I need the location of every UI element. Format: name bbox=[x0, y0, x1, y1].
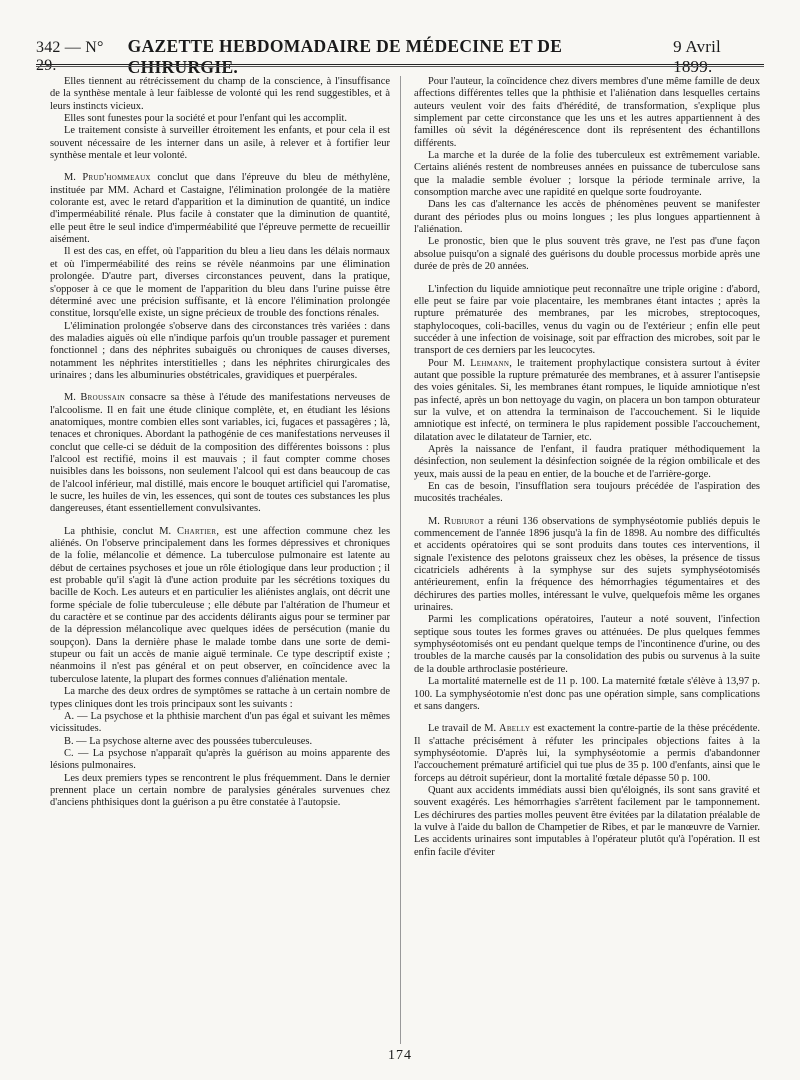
running-header bbox=[36, 36, 764, 77]
list-item: B. — La psychose alterne avec des poussées tuberculeuses. bbox=[64, 735, 313, 747]
paragraph: La marche des deux ordres de symptômes se rattache à un certain nombre de types cliniques dont les trois principaux sont les suivants : bbox=[50, 686, 390, 710]
paragraph: La mortalité maternelle est de 11 p. 100. La maternité fœtale s'élève à 13,97 p. 100. La symphyséotomie n'est donc pas une opération simple, sans complications et sans dangers. bbox=[414, 676, 760, 712]
paragraph: Elles sont funestes pour la société et pour l'enfant qui les accomplit. bbox=[64, 113, 348, 125]
left-column bbox=[50, 76, 390, 810]
column-divider bbox=[400, 76, 401, 1044]
paragraph: Le traitement consiste à surveiller étroitement les enfants, et pour cela il est souvent nécessaire de les interner dans un asile, à relever et à fortifier leur synthèse mentale et leur volonté. bbox=[50, 125, 390, 162]
paragraph-lehmann bbox=[414, 358, 760, 444]
paragraph: Dans les cas d'alternance les accès de phénomènes peuvent se manifester durant des périodes plus ou moins longues ; les plus longues appartiennent à l'aliénation. bbox=[414, 199, 760, 236]
header-rule-secondary bbox=[36, 66, 764, 67]
page-number: 342 — N° 29. bbox=[36, 39, 104, 74]
author-name: Broussain bbox=[80, 392, 126, 404]
paragraph: Il est des cas, en effet, où l'apparition du bleu a lieu dans les délais normaux et où l'imperméabilité des reins se révèle néanmoins par une élimination prolongée. D'autre part, diverses circonstances peuvent, dans la pratique, s'opposer à ce que le moment de l'apparition du bleu dans l'urine puisse être déterminé avec une précision suffisante, et là encore l'élimination prolongée constitue, lorsqu'elle existe, un signe précieux de trouble des fonctions rénales. bbox=[50, 246, 390, 320]
paragraph-text: a réuni 136 observations de symphyséotomie publiés depuis le commencement de l'année 1896 jusqu'à la fin de 1898. Au nombre des difficultés et accidents opératoires qui se sont produits dans toutes ces interventions, il signale l'existence des pelotons graisseux chez les obèses, la présence de tissus cicatriciels adhérents à la symphyse sur des sujets symphyséotomisés antérieurement, enfin la fréquence des hémorrhagies tégumentaires et des déchirures des parties molles, intéressant le vulve, quelquefois même les organes urinaires. bbox=[414, 515, 760, 614]
author-name: Abelly bbox=[499, 723, 531, 735]
text-prefix: Pour M. bbox=[428, 357, 471, 369]
paragraph: Quant aux accidents immédiats aussi bien qu'éloignés, ils sont sans gravité et souvent exagérés. Les hémorrhagies s'arrêtent facilement par le tamponnement. Les déchirures des parties molles peuvent être évitées par la dilatation préalable de la vulve à l'aide du ballon de Champetier de Ribes, et par le manœuvre de Varnier. Les accidents urinaires sont imputables à l'opérateur plutôt qu'à l'opération. Il est enfin facile d'éviter bbox=[414, 784, 760, 858]
right-column bbox=[414, 76, 760, 859]
paragraph-chartier bbox=[50, 526, 390, 686]
paragraph-abelly bbox=[414, 723, 760, 785]
paragraph-broussain bbox=[50, 392, 390, 515]
paragraph: La marche et la durée de la folie des tuberculeux est extrêmement variable. Certains aliénés restent de nombreuses années en puissance de tuberculose sans que la maladie semble évoluer ; lorsque la période terminale arrive, la consomption marche avec une rapidité en quelque sorte foudroyante. bbox=[414, 150, 760, 199]
paragraph-prudhommeaux bbox=[50, 172, 390, 246]
paragraph-text: , est une affection commune chez les aliénés. On l'observe principalement dans les formes dépressives et chroniques de la folie, mélancolie et démence. La tuberculose pulmonaire est latente au début de certaines psychoses et joue un rôle étiologique dans leur production ; il est probable qu'il s'agit là d'une action produite par les sécrétions toxiques du bacille de Koch. Les auteurs et en particulier les aliénistes anglais, ont décrit une forme spéciale de folie tuberculeuse ; elle débute par l'altération de l'humeur et du caractère et se continue par des accidents délirants aigus pour se terminer par de la dépression mélancolique avec quelques idées de persécution (manie du soupçon). Dans la dernière phase le malade tombe dans une sorte de demi-stupeur ou fait un accès de manie aiguë terminale. Ce type descriptif existe ; néanmoins il n'est pas général et on peut observer, en coïncidence avec la tuberculose latente, la plupart des formes connues d'aliénation mentale. bbox=[50, 525, 391, 685]
paragraph: L'infection du liquide amniotique peut reconnaître une triple origine : d'abord, elle peut se faire par voie placentaire, les membranes étant intactes ; après la rupture prématurée des membranes, par les microbes, streptocoques, staphylocoques, coli-bacilles, venus du vagin ou de l'extérieur ; enfin elle peut succéder à une infection de voisinage, soit par effraction des microbes, soit par le transport de ces derniers par les leucocytes. bbox=[414, 283, 760, 357]
paragraph: Pour l'auteur, la coïncidence chez divers membres d'une même famille de deux affections différentes telles que la phthisie et l'aliénation dans lesquelles certains auteurs veulent voir des faits d'hérédité, de transformation, s'explique plus simplement par cette circonstance que les uns et les autres appartiennent à des familles où sévit la dégénérescence dont ils représentent des échantillons différents. bbox=[414, 76, 760, 149]
author-name: Chartier bbox=[177, 525, 217, 537]
journal-title: GAZETTE HEBDOMADAIRE DE MÉDECINE ET DE CHIRURGIE. bbox=[127, 36, 563, 77]
text-prefix: Le travail de M. bbox=[428, 723, 499, 735]
paragraph: Le pronostic, bien que le plus souvent très grave, ne l'est pas d'une façon absolue puisqu'on a signalé des guérisons du double processus morbide après une durée de près de 20 années. bbox=[414, 236, 760, 273]
paragraph: Parmi les complications opératoires, l'auteur a noté souvent, l'infection septique sous toutes les formes graves ou atténuées. De plus quelques femmes symphyséotomisés ont eu pendant quelque temps de l'incontinence d'urine, ou des troubles de la marche causés par la consolidation des pubis ou survenus à la suite de la double arthroclasie postérieure. bbox=[414, 614, 760, 675]
paragraph-text: conclut que dans l'épreuve du bleu de méthylène, instituée par MM. Achard et Castaigne, l'élimination prolongée de la matière colorante est, avec le retard d'apparition et la diminution de quantité, un indice d'imperméabilité rénale. Plus facile à constater que la diminution de quantité, elle peut être le seul indice d'imperméabilité que l'épreuve permette de recueillir aisément. bbox=[50, 172, 391, 246]
paragraph: Après la naissance de l'enfant, il faudra pratiquer méthodiquement la désinfection, non seulement la désinfection soignée de la région ombilicale et des yeux, mais aussi de la peau en entier, de la bouche et de l'arrière-gorge. bbox=[414, 443, 760, 480]
author-name: Prud'hommeaux bbox=[82, 172, 151, 184]
paragraph-text: consacre sa thèse à l'étude des manifestations nerveuses de l'alcoolisme. Il en fait une étude clinique complète, et, en étudiant les lésions anatomiques, montre combien elles sont variables, ici, fugaces et passagères ; là, tenaces et chroniques. Abordant la pathogénie de ces manifestations nerveuses il conclut que celle-ci se déduit de la composition des différentes boissons : plus l'alcool est rectifié, moins il est mauvais ; il faut compter comme choses nuisibles dans les boissons, non seulement l'alcool qui est dans beaucoup de cas de l'alcool inférieur, mal distillé, mais encore le bouquet artificiel qui l'aromatise, le sucre, les huiles de vin, les essences, qui sont de toutes ces substances les plus dangereuses, étant essentiellement convulsivantes. bbox=[50, 392, 391, 515]
paragraph-rubiurot bbox=[414, 516, 760, 615]
list-item: C. — La psychose n'apparaît qu'après la guérison au moins apparente des lésions pulmonaires. bbox=[50, 747, 390, 772]
text-prefix: La phthisie, conclut M. bbox=[64, 525, 178, 537]
page-folio: 174 bbox=[388, 1048, 412, 1063]
paragraph: En cas de besoin, l'insufflation sera toujours précédée de l'aspiration des mucosités trachéales. bbox=[414, 481, 760, 505]
text-prefix: M. bbox=[64, 392, 81, 404]
text-prefix: M. bbox=[64, 172, 83, 184]
paragraph: L'élimination prolongée s'observe dans des circonstances très variées : dans des maladies aiguës où elle n'indique parfois qu'un trouble passager et purement fonctionnel ; dans des néphrites subaiguës ou chroniques de causes diverses, notamment les néphrites interstitielles ; dans les néphrites chirurgicales des urinaires ; dans les albuminuries obstétricales, gravidiques et puerpérales. bbox=[50, 320, 390, 381]
author-name: Rubiurot bbox=[443, 515, 485, 527]
paragraph: Les deux premiers types se rencontrent le plus fréquemment. Dans le dernier prennent place un certain nombre de paralysies générales survenues chez d'anciens phthisiques dont la guérison a pu être constatée à l'autopsie. bbox=[50, 772, 390, 809]
list-item: A. — La psychose et la phthisie marchent d'un pas égal et suivant les mêmes vicissitudes. bbox=[50, 710, 390, 735]
paragraph-text: est exactement la contre-partie de la thèse précédente. Il s'attache précisément à réfuter les principales objections faites à la symphyséotomie. D'après lui, la symphyséotomie a permis d'abandonner l'accouchement prématuré artificiel qui tue plus de 35 p. 100 d'enfants, ainsi que le forceps au détroit supérieur, dont la mortalité fœtale dépasse 50 p. 100. bbox=[414, 723, 760, 784]
header-rule bbox=[36, 64, 764, 65]
issue-date: 9 Avril 1899. bbox=[673, 37, 721, 76]
paragraph-text: , le traitement prophylactique consistera surtout à éviter autant que possible la rupture prématurée des membranes, et à assurer l'antisepsie des voies génitales. Si, les membranes étant rompues, le liquide amniotique n'est pas infecté, après un bon nettoyage du vagin, on placera un bon tampon obturateur sur la vulve, et on attendra la terminaison de l'accouchement. Si le liquide amniotique est infecté, on terminera le plus rapidement possible l'accouchement, dilatation avec le dilatateur de Tarnier, etc. bbox=[414, 357, 760, 443]
text-prefix: M. bbox=[428, 515, 444, 527]
author-name: Lehmann bbox=[470, 357, 510, 369]
paragraph: Elles tiennent au rétrécissement du champ de la conscience, à l'insuffisance de la synthèse mentale à leur faiblesse de volonté qui les rend suggestibles, et à leurs instincts vicieux. bbox=[50, 76, 390, 112]
